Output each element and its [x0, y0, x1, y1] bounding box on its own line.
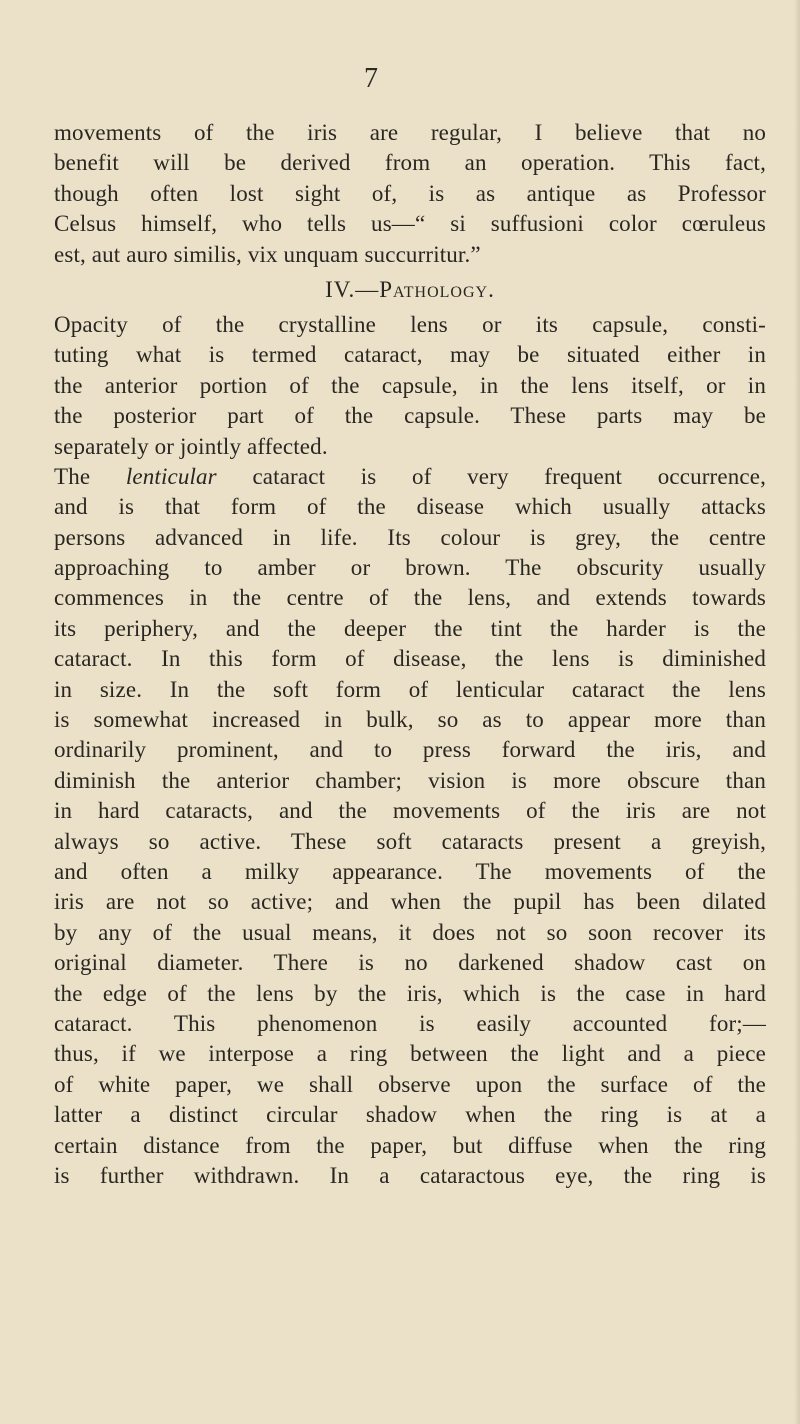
- text-line: the edge of the lens by the iris, which is the case in hard: [54, 980, 766, 1006]
- text-line: Opacity of the crystalline lens or its capsule, consti-: [54, 311, 766, 337]
- text-run: cataract is of very frequent occurrence,: [216, 463, 766, 489]
- text-line: by any of the usual means, it does not so soon recover its: [54, 919, 766, 945]
- text-line: thus, if we interpose a ring between the light and a piece: [54, 1041, 766, 1067]
- text-line: in size. In the soft form of lenticular cataract the lens: [54, 676, 766, 702]
- paragraph-3: [54, 462, 766, 1191]
- text-run: The: [54, 463, 126, 489]
- text-line: and is that form of the disease which usually attacks: [54, 494, 766, 520]
- text-line: Celsus himself, who tells us—“ si suffusioni color cœruleus: [54, 211, 766, 237]
- text-line: est, aut auro similis, vix unquam succurritur.”: [54, 241, 481, 267]
- text-line: is further withdrawn. In a cataractous eye, the ring is: [54, 1162, 766, 1188]
- section-heading: [54, 273, 766, 309]
- text-line: persons advanced in life. Its colour is grey, the centre: [54, 524, 766, 550]
- text-line: the posterior part of the capsule. These parts may be: [54, 403, 766, 429]
- section-heading-text: IV.—Pathology.: [325, 276, 495, 302]
- text-line: the anterior portion of the capsule, in the lens itself, or in: [54, 372, 766, 398]
- text-line: tuting what is termed cataract, may be situated either in: [54, 342, 766, 368]
- text-line: in hard cataracts, and the movements of the iris are not: [54, 798, 766, 824]
- page-edge-shadow: [794, 0, 800, 1424]
- italic-term: lenticular: [125, 463, 217, 489]
- body-text: [54, 118, 766, 1191]
- text-line: always so active. These soft cataracts present a greyish,: [54, 828, 766, 854]
- text-line: and often a milky appearance. The movements of the: [54, 858, 766, 884]
- text-line: its periphery, and the deeper the tint the harder is the: [54, 615, 766, 641]
- text-line: cataract. This phenomenon is easily accounted for;—: [54, 1010, 766, 1036]
- text-line-first: [54, 462, 766, 492]
- text-line: is somewhat increased in bulk, so as to appear more than: [54, 707, 766, 733]
- text-line: movements of the iris are regular, I believe that no: [54, 120, 766, 145]
- paragraph-1: [54, 118, 766, 270]
- text-line: certain distance from the paper, but diffuse when the ring: [54, 1132, 766, 1158]
- text-line: approaching to amber or brown. The obscurity usually: [54, 555, 766, 581]
- text-line: commences in the centre of the lens, and extends towards: [54, 585, 766, 611]
- text-line: cataract. In this form of disease, the lens is diminished: [54, 646, 766, 672]
- text-line: diminish the anterior chamber; vision is more obscure than: [54, 767, 766, 793]
- text-line: of white paper, we shall observe upon the surface of the: [54, 1071, 766, 1097]
- text-line: original diameter. There is no darkened shadow cast on: [54, 950, 766, 976]
- paragraph-2: [54, 310, 766, 462]
- text-line: benefit will be derived from an operation. This fact,: [54, 150, 766, 176]
- text-line: ordinarily prominent, and to press forward the iris, and: [54, 737, 766, 763]
- text-line: latter a distinct circular shadow when the ring is at a: [54, 1102, 766, 1128]
- text-line: though often lost sight of, is as antique as Professor: [54, 180, 766, 206]
- text-line: iris are not so active; and when the pupil has been dilated: [54, 889, 766, 915]
- page-number: 7: [364, 63, 378, 94]
- text-line: separately or jointly affected.: [54, 433, 328, 459]
